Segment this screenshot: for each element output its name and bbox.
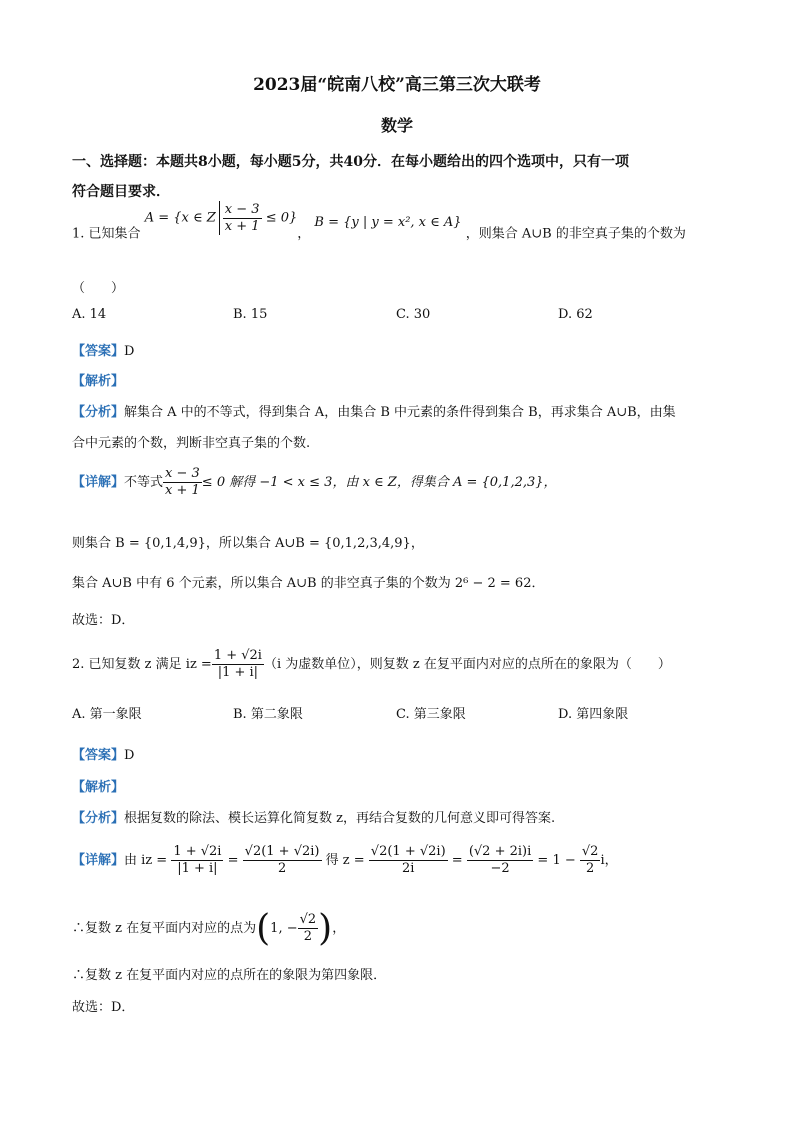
q1-answer: D bbox=[124, 344, 135, 359]
q1-detail-fraction: $\frac{x - 3}{x + 1}$ bbox=[165, 466, 200, 498]
q1-stem: 1. 已知集合 A = {x ∈ Z $\frac{x - 3}{x + 1}$ ≤ 0}， B = {y | y = x², x ∈ A} ，则集合 A∪B 的非空真子集的个数为 bbox=[72, 201, 686, 242]
q2-fenxi-line: 【分析】根据复数的除法、模长运算化简复数 z，再结合复数的几何意义即可得答案. bbox=[72, 811, 556, 826]
q2-point-line: ∴复数 z 在复平面内对应的点为(1, − $\frac{√2}{2}$ )， bbox=[72, 908, 346, 949]
q1-fenxi-line2: 合中元素的个数，判断非空真子集的个数. bbox=[72, 436, 311, 451]
q1-detail-line1: 【详解】不等式 $\frac{x - 3}{x + 1}$ ≤ 0 解得 −1 < x ≤ 3，由 x ∈ Z，得集合 A = {0,1,2,3}， bbox=[72, 466, 557, 498]
q2-option-a: A. 第一象限 bbox=[72, 707, 142, 722]
q2-option-d: D. 第四象限 bbox=[558, 707, 629, 722]
section-heading-line1: 一、选择题：本题共8小题，每小题5分，共40分．在每小题给出的四个选项中，只有一项 bbox=[72, 154, 629, 170]
exam-title: 2023届“皖南八校”高三第三次大联考 bbox=[253, 75, 541, 95]
q1-choice: 故选：D． bbox=[72, 613, 135, 628]
section-heading-line2: 符合题目要求． bbox=[72, 184, 170, 200]
q1-option-a: A. 14 bbox=[72, 307, 107, 322]
q1-setA-fraction: $\frac{x - 3}{x + 1}$ bbox=[224, 201, 260, 234]
q1-detail-line3: 集合 A∪B 中有 6 个元素，所以集合 A∪B 的非空真子集的个数为 2⁶ − 2 = 62． bbox=[72, 576, 545, 591]
q2-answer: D bbox=[124, 748, 135, 763]
q1-option-c: C. 30 bbox=[396, 307, 431, 322]
q1-analysis-tag: 【解析】 bbox=[72, 374, 125, 389]
q1-fenxi-line1: 【分析】解集合 A 中的不等式，得到集合 A，由集合 B 中元素的条件得到集合 B，再求集合 A∪B，由集 bbox=[72, 405, 676, 420]
q2-stem: 2. 已知复数 z 满足 iz = $\frac{1 + √2i}{|1 + i|}$ （i 为虚数单位），则复数 z 在复平面内对应的点所在的象限为（ ） bbox=[72, 648, 671, 680]
q1-tail: ，则集合 A∪B 的非空真子集的个数为 bbox=[465, 226, 686, 242]
q1-setA: A = {x ∈ Z $\frac{x - 3}{x + 1}$ ≤ 0} bbox=[144, 201, 298, 234]
q2-option-b: B. 第二象限 bbox=[233, 707, 303, 722]
q2-analysis-tag: 【解析】 bbox=[72, 780, 125, 795]
answer-tag: 【答案】 bbox=[72, 344, 125, 359]
q2-choice: 故选：D． bbox=[72, 1000, 135, 1015]
q2-detail-line1: 【详解】由 iz = $\frac{1 + √2i}{|1 + i|}$ = $\frac{√2(1 + √2i)}{2}$ 得 z = $\frac{√2(1 + √2i)}{2i}$ = $\frac{(√2 + 2i)i}{-2}$ = 1 − $\frac{√2}{2}$ i， bbox=[72, 844, 618, 876]
q2-option-c: C. 第三象限 bbox=[396, 707, 466, 722]
q2-answer-line: 【答案】D bbox=[72, 748, 135, 763]
q2-conclusion: ∴复数 z 在复平面内对应的点所在的象限为第四象限． bbox=[72, 968, 387, 983]
q1-paren: （ ） bbox=[72, 281, 125, 296]
q1-option-b: B. 15 bbox=[233, 307, 268, 322]
q2-stem-fraction: $\frac{1 + √2i}{|1 + i|}$ bbox=[213, 648, 262, 680]
q1-lead: 已知集合 bbox=[88, 226, 141, 242]
q1-setB: B = {y | y = x², x ∈ A} bbox=[314, 214, 462, 230]
q1-option-d: D. 62 bbox=[558, 307, 593, 322]
subject-title: 数学 bbox=[380, 116, 413, 135]
q1-detail-line2: 则集合 B = {0,1,4,9}，所以集合 A∪B = {0,1,2,3,4,9}， bbox=[72, 536, 424, 551]
q1-number: 1. bbox=[72, 226, 85, 242]
q1-answer-line bbox=[72, 340, 134, 359]
